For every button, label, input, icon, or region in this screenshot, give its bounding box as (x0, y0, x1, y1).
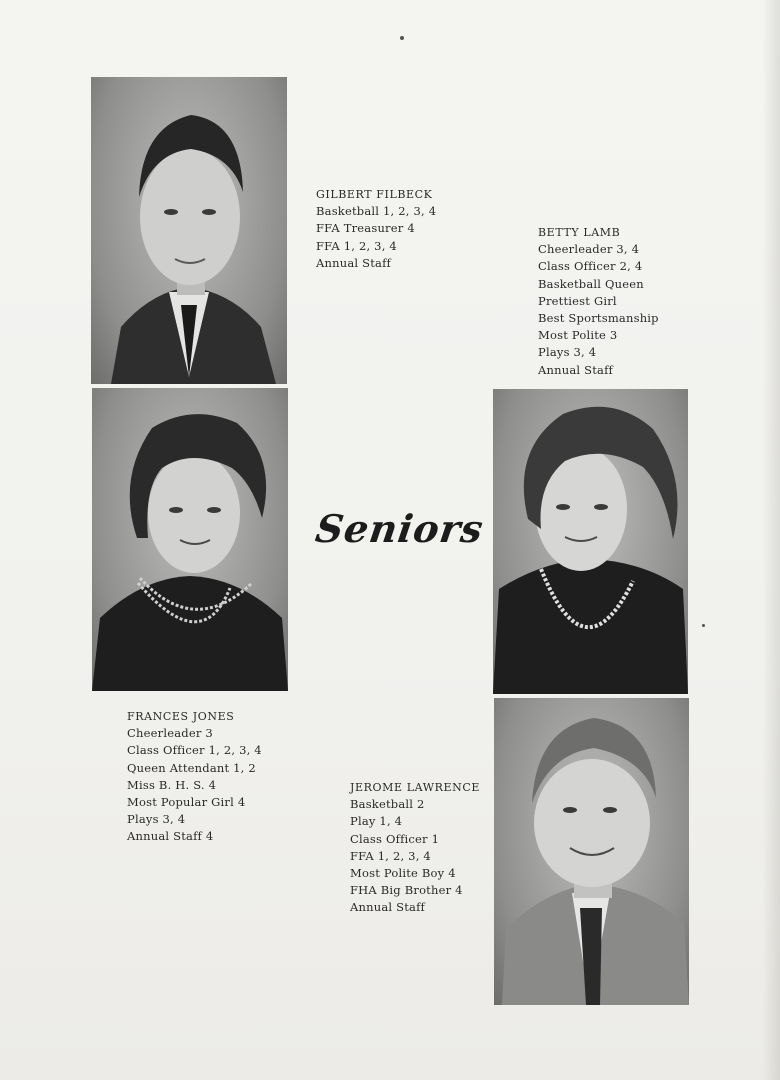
portrait-gilbert-filbeck (91, 77, 287, 384)
senior-name: BETTY LAMB (538, 226, 621, 239)
paper-speck (400, 36, 404, 40)
activity-line: Basketball 2 (350, 797, 425, 812)
caption-gilbert-filbeck (316, 186, 436, 272)
activity-line: FHA Big Brother 4 (350, 883, 463, 898)
activity-line: Basketball Queen (538, 276, 644, 291)
paper-speck (702, 624, 705, 627)
activity-line: Basketball 1, 2, 3, 4 (316, 204, 437, 219)
activity-line: Miss B. H. S. 4 (127, 777, 217, 792)
portrait-jerome-lawrence (494, 698, 689, 1005)
activity-line: Most Popular Girl 4 (127, 795, 246, 810)
activity-line: Cheerleader 3 (127, 726, 213, 741)
activity-line: Class Officer 1 (350, 831, 440, 846)
activity-line: Most Polite Boy 4 (350, 866, 456, 881)
senior-name: FRANCES JONES (127, 710, 235, 723)
senior-name: GILBERT FILBECK (316, 188, 433, 201)
activity-line: Best Sportsmanship (538, 311, 659, 326)
activity-line: FFA 1, 2, 3, 4 (316, 238, 397, 253)
page-edge-shadow (762, 0, 780, 1080)
activity-line: FFA Treasurer 4 (316, 221, 415, 236)
caption-betty-lamb (538, 224, 659, 379)
activity-line: Cheerleader 3, 4 (538, 242, 640, 257)
activity-line: Plays 3, 4 (127, 812, 186, 827)
page-title: Seniors (312, 506, 487, 551)
activity-line: Annual Staff (316, 255, 391, 270)
activity-line: Class Officer 1, 2, 3, 4 (127, 743, 262, 758)
activity-line: Play 1, 4 (350, 814, 403, 829)
activity-line: Plays 3, 4 (538, 345, 597, 360)
caption-frances-jones (127, 708, 262, 846)
activity-line: FFA 1, 2, 3, 4 (350, 848, 431, 863)
activity-line: Annual Staff 4 (127, 829, 214, 844)
senior-name: JEROME LAWRENCE (350, 781, 481, 794)
activity-line: Queen Attendant 1, 2 (127, 760, 256, 775)
portrait-betty-lamb (493, 389, 688, 694)
portrait-frances-jones (92, 388, 288, 691)
activity-line: Class Officer 2, 4 (538, 259, 643, 274)
caption-jerome-lawrence (350, 779, 480, 917)
activity-line: Annual Staff (538, 362, 613, 377)
activity-line: Most Polite 3 (538, 328, 618, 343)
activity-line: Annual Staff (350, 900, 425, 915)
activity-line: Prettiest Girl (538, 293, 617, 308)
